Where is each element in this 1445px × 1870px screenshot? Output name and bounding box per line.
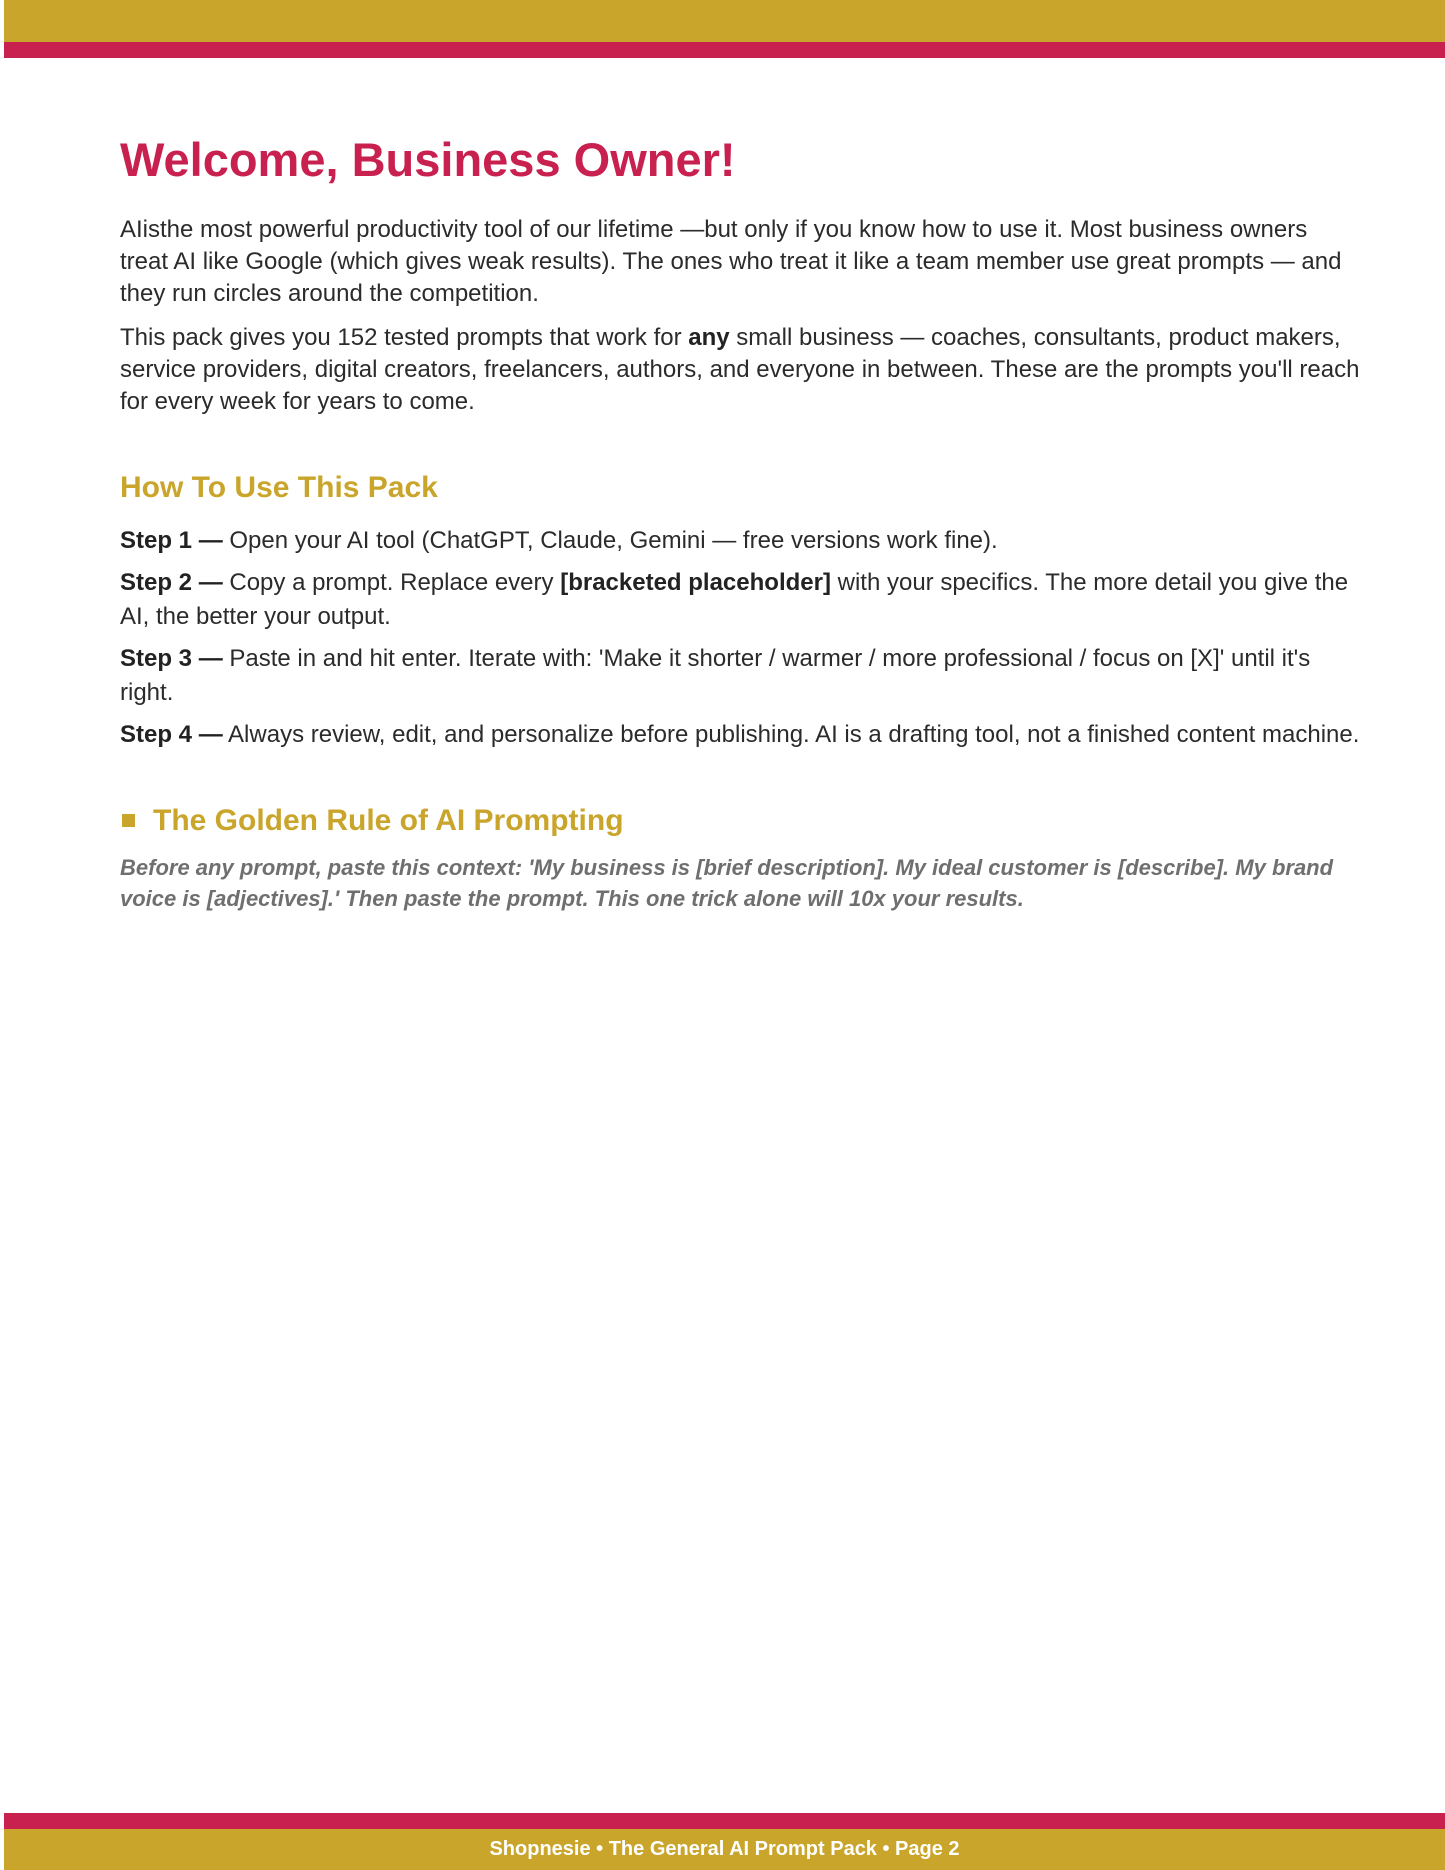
step-4 (120, 718, 1360, 752)
step-2-text-after: with your specifics. The more detail you give the AI, the better your output. (120, 568, 1349, 630)
intro-paragraph-1: AIisthe most powerful productivity tool of our lifetime —but only if you know how to use it. Most business owners treat AI like Google (which gives weak results). The ones who treat it like a team member use great prompts — and they run circles around the competition. (120, 215, 1342, 307)
footer-red-band (4, 1813, 1445, 1829)
intro-paragraph-2 (120, 322, 1360, 418)
step-1-text: Open your AI tool (ChatGPT, Claude, Gemini — free versions work fine). (222, 526, 998, 554)
step-2-label: Step 2 — (120, 568, 223, 596)
footer-text: Shopnesie • The General AI Prompt Pack • Page 2 (489, 1838, 960, 1860)
how-to-heading: How To Use This Pack (120, 470, 438, 504)
intro-p2-text-before: This pack gives you 152 tested prompts that work for (120, 323, 689, 351)
golden-rule-heading-row (120, 804, 1360, 838)
intro-p2-bold: any (688, 323, 730, 351)
square-bullet-icon (122, 814, 135, 827)
step-1-label: Step 1 — (120, 526, 223, 554)
intro-p2-text-after: small business — coaches, consultants, product makers, service providers, digital creators, freelancers, authors, and everyone in between. These are the prompts you'll reach for every week for years to come. (120, 323, 1360, 415)
step-1 (120, 524, 1360, 558)
step-3-text: Paste in and hit enter. Iterate with: 'Make it shorter / warmer / more professional / focus on [X]' until it's right. (120, 644, 1311, 706)
page-content (120, 134, 1360, 914)
footer-gold-band (4, 1829, 1445, 1870)
header-red-band (4, 42, 1445, 58)
step-2-text-before: Copy a prompt. Replace every (222, 568, 561, 596)
step-2 (120, 566, 1360, 634)
step-2-bold: [bracketed placeholder] (560, 568, 831, 596)
step-3-label: Step 3 — (120, 644, 223, 672)
golden-rule-text: Before any prompt, paste this context: 'My business is [brief description]. My ideal customer is [describe]. My brand voice is [adjectives].' Then paste the prompt. This one trick alone will 10x your results. (120, 854, 1334, 911)
step-4-text: Always review, edit, and personalize before publishing. AI is a drafting tool, not a finished content machine. (222, 720, 1360, 748)
step-4-label: Step 4 — (120, 720, 223, 748)
header-gold-band (4, 0, 1445, 42)
page-title: Welcome, Business Owner! (120, 133, 736, 186)
golden-rule-heading: The Golden Rule of AI Prompting (153, 803, 624, 837)
step-3 (120, 642, 1360, 710)
